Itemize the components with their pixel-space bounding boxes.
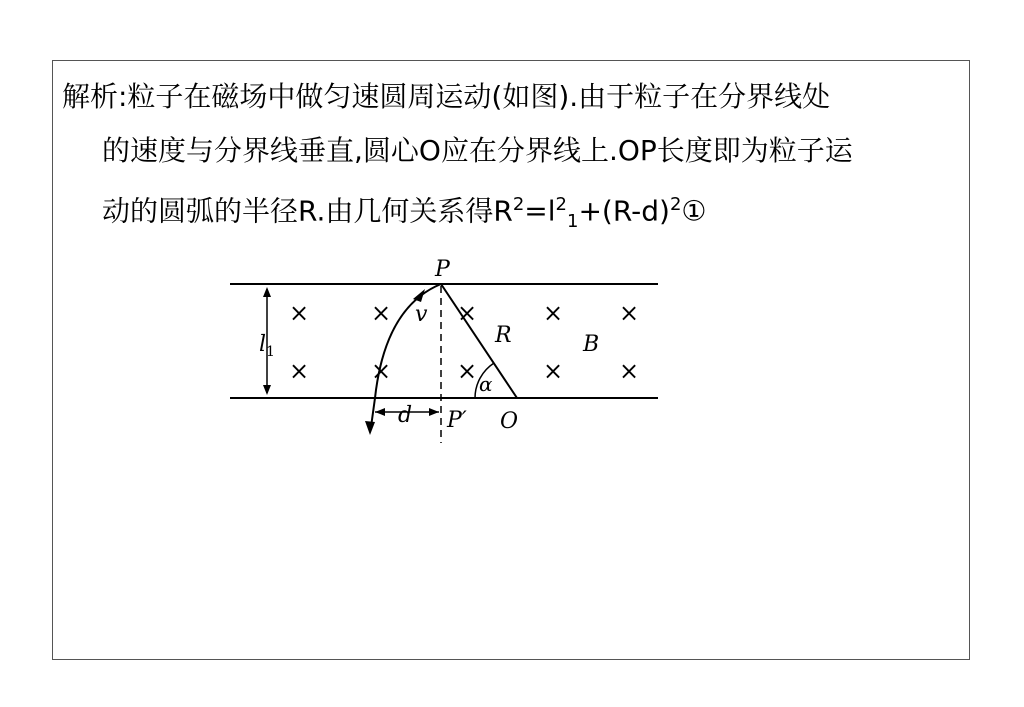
label-v: v	[415, 302, 428, 327]
eq-sup-1: 2	[512, 194, 525, 215]
cross: ×	[457, 357, 478, 385]
eq-sup-3: 2	[669, 194, 682, 215]
solution-line-1: 解析:粒子在磁场中做匀速圆周运动(如图).由于粒子在分界线处	[62, 80, 831, 113]
trajectory-end-arrowhead	[365, 421, 375, 435]
eq-equals: =l	[524, 194, 556, 228]
label-P-prime: P′	[447, 408, 467, 433]
cross: ×	[543, 299, 564, 327]
solution-line-3	[62, 178, 962, 249]
solution-line-2: 的速度与分界线垂直,圆心O应在分界线上.OP长度即为粒子运	[102, 134, 853, 167]
cross: ×	[543, 357, 564, 385]
eq-sup-2: 2	[555, 194, 567, 215]
physics-diagram	[225, 255, 665, 450]
cross: ×	[619, 357, 640, 385]
width-label: $l_1$	[259, 332, 275, 360]
cross: ×	[619, 299, 640, 327]
cross: ×	[289, 357, 310, 385]
solution-paragraph	[62, 70, 962, 249]
cross: ×	[371, 299, 392, 327]
label-O: O	[500, 409, 519, 434]
solution-line-3-text: 动的圆弧的半径R.由几何关系得R	[102, 194, 513, 228]
eq-marker: ①	[681, 194, 707, 228]
cross: ×	[457, 299, 478, 327]
label-R: R	[495, 323, 512, 348]
d-arrowhead-left	[375, 408, 385, 416]
width-arrowhead-bottom	[263, 385, 271, 395]
eq-sub: 1	[566, 210, 579, 232]
label-B: B	[583, 332, 600, 357]
cross: ×	[289, 299, 310, 327]
eq-rest: +(R-d)	[578, 194, 670, 228]
label-d: d	[398, 403, 413, 428]
label-alpha: α	[479, 372, 493, 396]
d-arrowhead-right	[429, 408, 439, 416]
width-arrowhead-top	[263, 287, 271, 297]
cross: ×	[371, 357, 392, 385]
label-P: P	[435, 257, 450, 282]
